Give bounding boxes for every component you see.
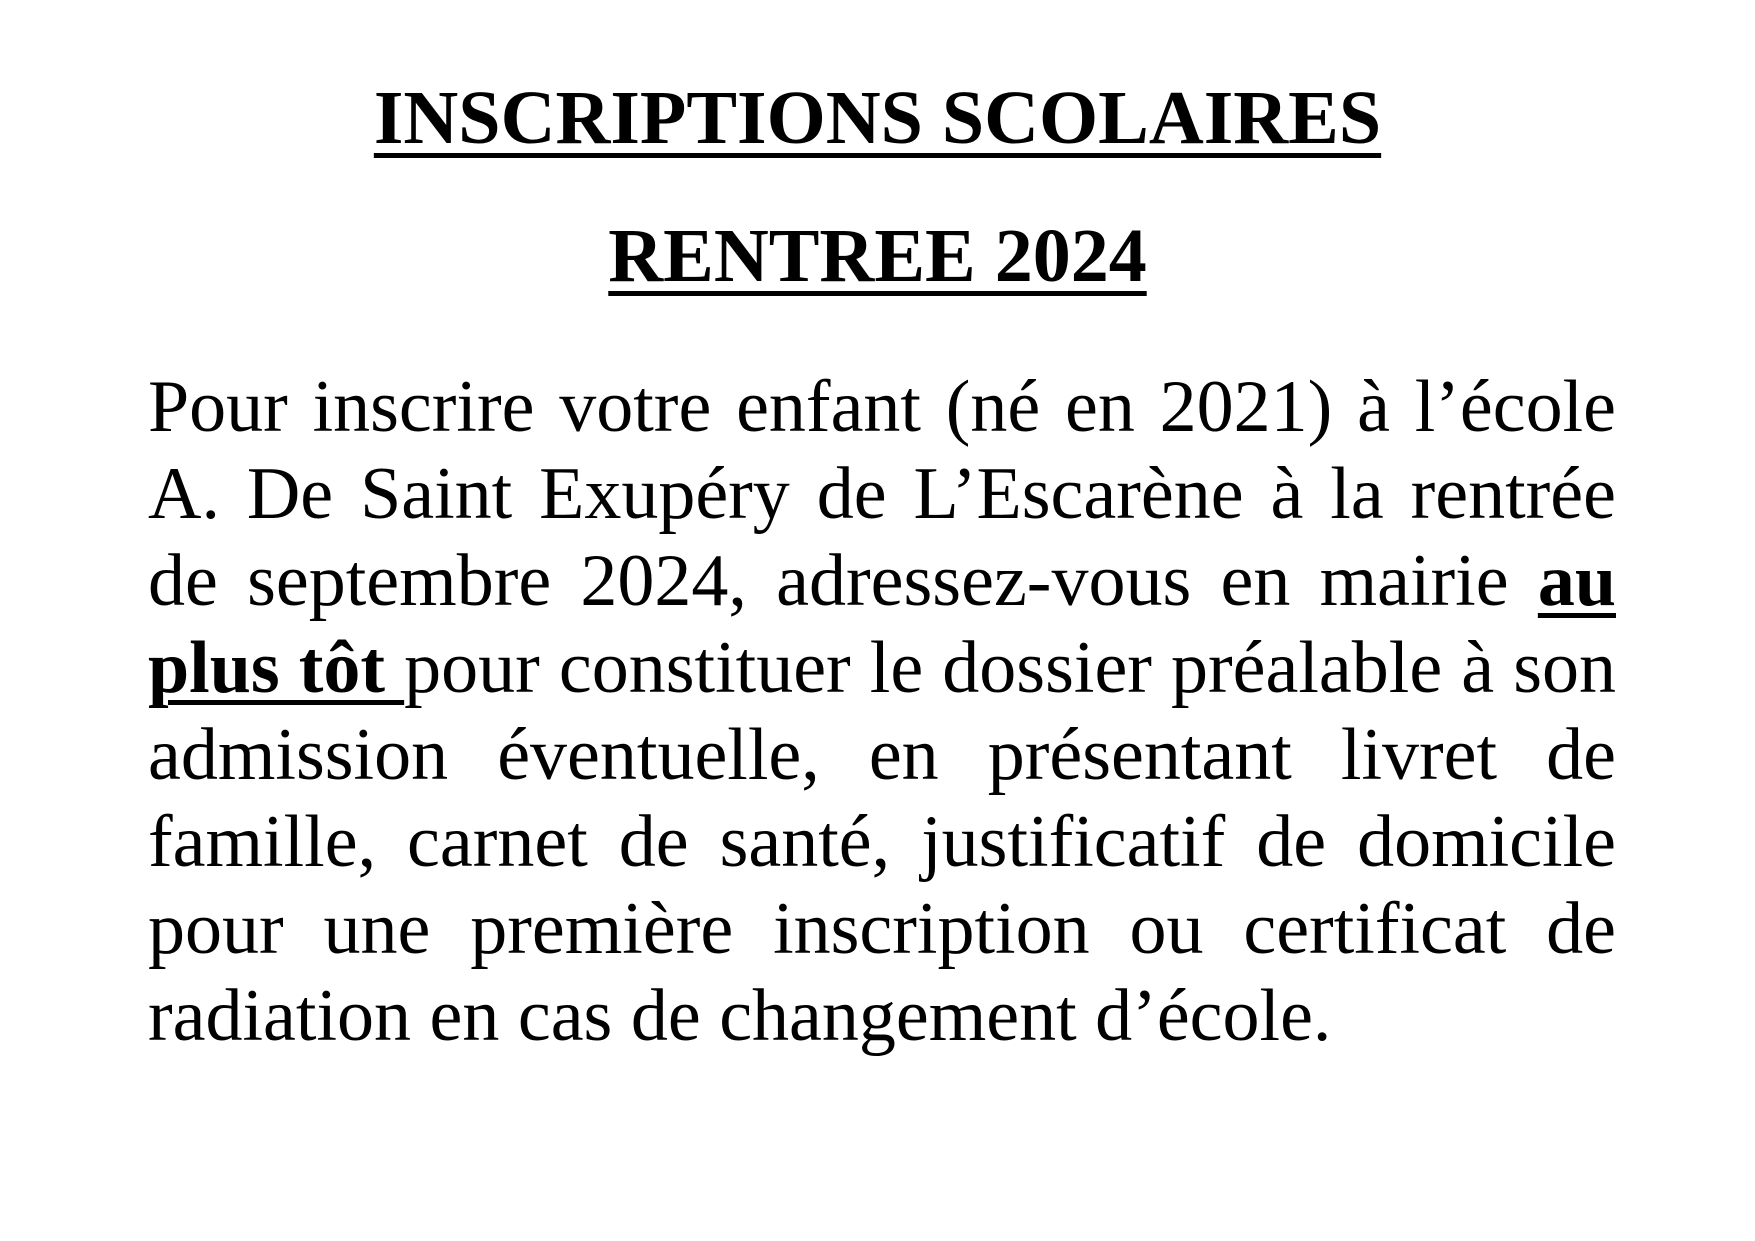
paragraph-text-2: pour constituer le dossier préalable à son admission éventuelle, en présentant livret de famille, carnet de santé, justificatif de domicile pour une première inscription ou certificat de radiation en cas de changement d’école. bbox=[148, 627, 1617, 1057]
body-paragraph bbox=[148, 364, 1616, 1060]
page-title bbox=[0, 76, 1755, 160]
title-line-2: RENTREE 2024 bbox=[608, 214, 1147, 298]
title-line-1: INSCRIPTIONS SCOLAIRES bbox=[373, 76, 1382, 160]
page-subtitle bbox=[0, 214, 1755, 298]
paragraph-text-1: Pour inscrire votre enfant (né en 2021) à l’école A. De Saint Exupéry de L’Escarène à la rentrée de septembre 2024, adressez-vous en mairie bbox=[148, 366, 1616, 622]
paragraph-emphasis: au plus tôt bbox=[148, 540, 1616, 709]
